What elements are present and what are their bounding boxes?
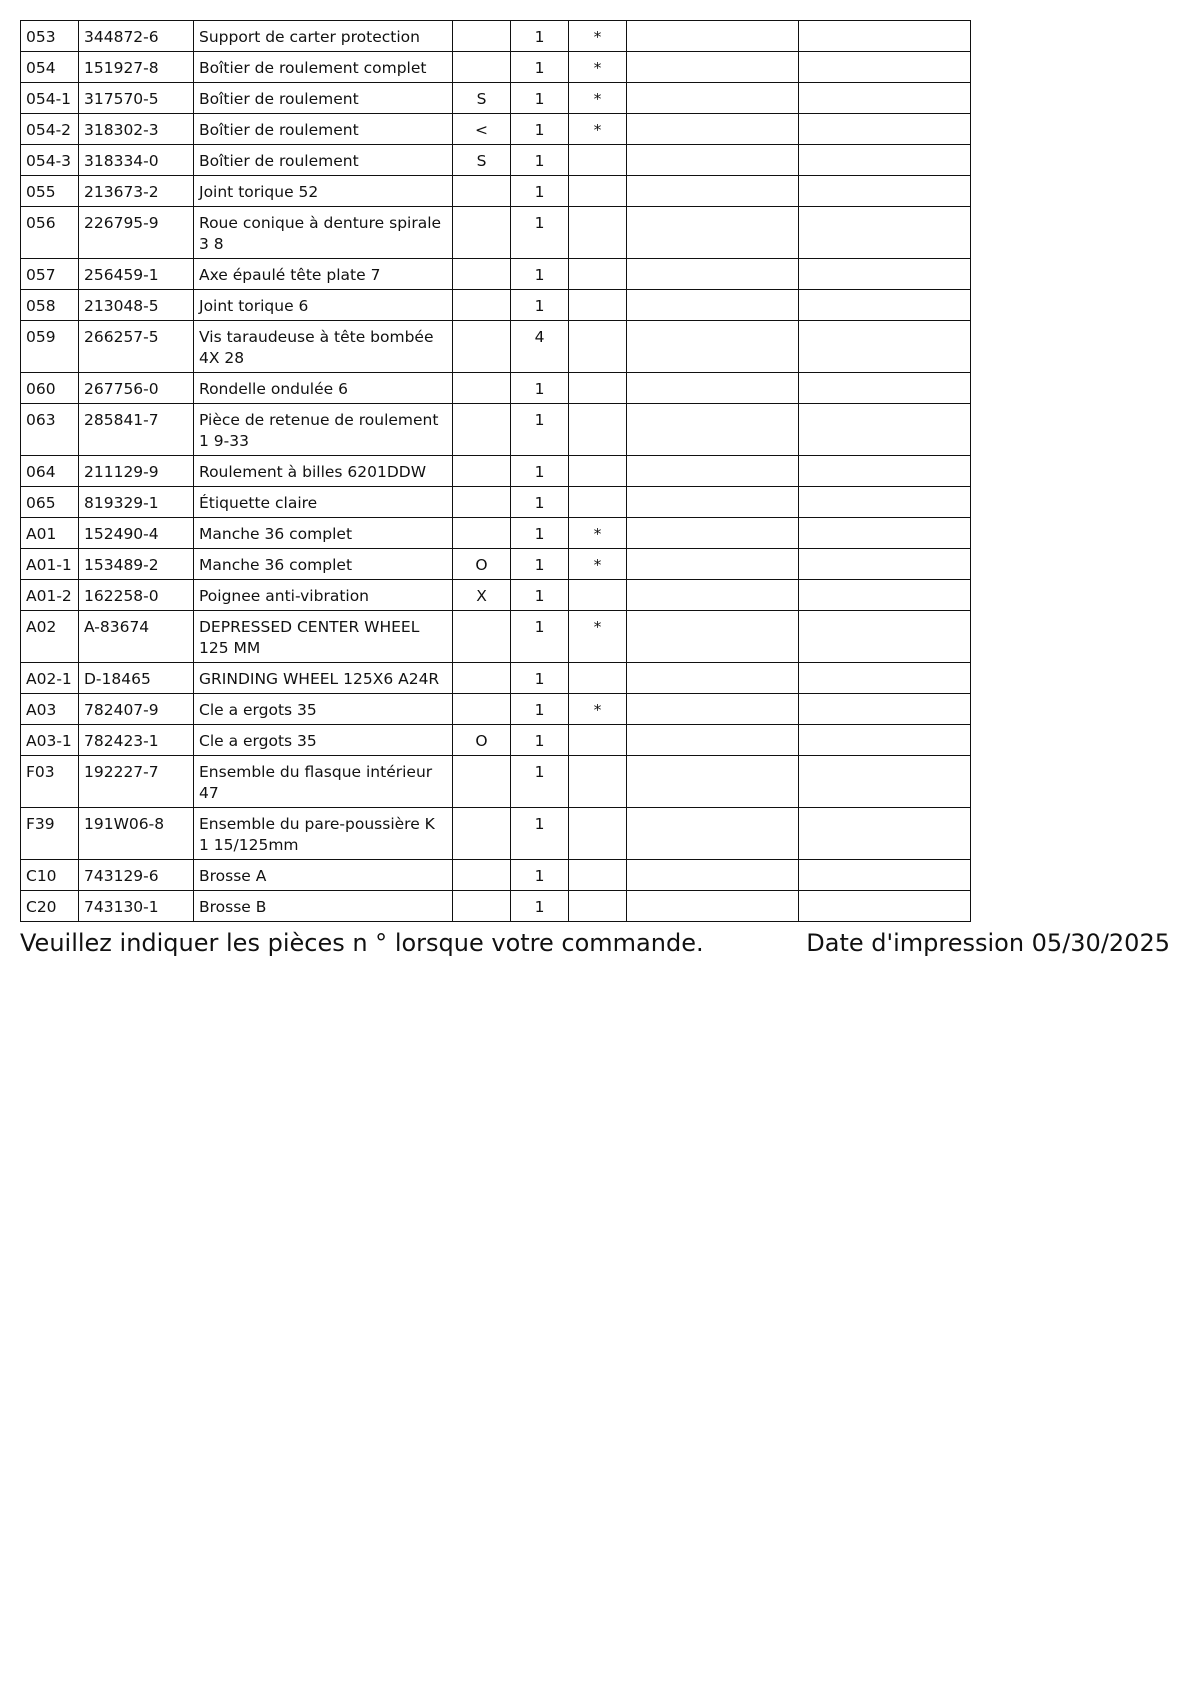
cell-extra-1 <box>627 321 799 373</box>
cell-mark: * <box>569 549 627 580</box>
cell-quantity: 1 <box>511 860 569 891</box>
cell-item-no: 053 <box>21 21 79 52</box>
cell-description: Cle a ergots 35 <box>194 694 453 725</box>
cell-item-no: 056 <box>21 207 79 259</box>
cell-extra-1 <box>627 611 799 663</box>
cell-item-no: 063 <box>21 404 79 456</box>
cell-mark <box>569 176 627 207</box>
cell-extra-1 <box>627 808 799 860</box>
cell-description: Boîtier de roulement <box>194 145 453 176</box>
cell-extra-2 <box>799 145 971 176</box>
cell-item-no: 054 <box>21 52 79 83</box>
cell-extra-2 <box>799 404 971 456</box>
cell-part-no: 782407-9 <box>79 694 194 725</box>
table-row <box>21 290 971 321</box>
cell-description: Rondelle ondulée 6 <box>194 373 453 404</box>
cell-code <box>453 518 511 549</box>
cell-part-no: D-18465 <box>79 663 194 694</box>
cell-mark: * <box>569 83 627 114</box>
cell-part-no: 782423-1 <box>79 725 194 756</box>
cell-quantity: 1 <box>511 663 569 694</box>
cell-part-no: 162258-0 <box>79 580 194 611</box>
cell-description: Cle a ergots 35 <box>194 725 453 756</box>
cell-extra-2 <box>799 518 971 549</box>
cell-description: Boîtier de roulement complet <box>194 52 453 83</box>
cell-item-no: 064 <box>21 456 79 487</box>
cell-extra-2 <box>799 114 971 145</box>
cell-part-no: 192227-7 <box>79 756 194 808</box>
cell-code <box>453 259 511 290</box>
cell-mark: * <box>569 694 627 725</box>
cell-extra-1 <box>627 207 799 259</box>
cell-part-no: 743130-1 <box>79 891 194 922</box>
cell-part-no: 344872-6 <box>79 21 194 52</box>
cell-extra-2 <box>799 580 971 611</box>
cell-quantity: 1 <box>511 518 569 549</box>
cell-extra-1 <box>627 891 799 922</box>
table-row <box>21 694 971 725</box>
cell-extra-1 <box>627 694 799 725</box>
cell-description: Étiquette claire <box>194 487 453 518</box>
cell-code: S <box>453 145 511 176</box>
cell-part-no: 267756-0 <box>79 373 194 404</box>
cell-item-no: A02-1 <box>21 663 79 694</box>
cell-code: O <box>453 549 511 580</box>
cell-quantity: 1 <box>511 404 569 456</box>
cell-extra-2 <box>799 860 971 891</box>
cell-extra-2 <box>799 321 971 373</box>
table-row <box>21 487 971 518</box>
cell-description: Axe épaulé tête plate 7 <box>194 259 453 290</box>
table-row <box>21 518 971 549</box>
cell-code <box>453 456 511 487</box>
table-row <box>21 373 971 404</box>
parts-table <box>20 20 971 922</box>
cell-description: Brosse B <box>194 891 453 922</box>
cell-code <box>453 756 511 808</box>
cell-part-no: A-83674 <box>79 611 194 663</box>
cell-quantity: 1 <box>511 207 569 259</box>
cell-code <box>453 487 511 518</box>
table-row <box>21 725 971 756</box>
cell-item-no: 054-2 <box>21 114 79 145</box>
cell-mark <box>569 321 627 373</box>
print-date: Date d'impression 05/30/2025 <box>806 929 1170 957</box>
cell-description: Boîtier de roulement <box>194 83 453 114</box>
cell-mark: * <box>569 52 627 83</box>
cell-description: Vis taraudeuse à tête bombée 4X 28 <box>194 321 453 373</box>
cell-code <box>453 373 511 404</box>
cell-code: < <box>453 114 511 145</box>
cell-code <box>453 808 511 860</box>
cell-extra-2 <box>799 290 971 321</box>
cell-extra-2 <box>799 725 971 756</box>
cell-code <box>453 611 511 663</box>
cell-quantity: 1 <box>511 456 569 487</box>
cell-extra-1 <box>627 21 799 52</box>
table-row <box>21 83 971 114</box>
cell-code <box>453 290 511 321</box>
table-row <box>21 114 971 145</box>
table-row <box>21 52 971 83</box>
cell-extra-1 <box>627 176 799 207</box>
cell-quantity: 1 <box>511 290 569 321</box>
table-row <box>21 663 971 694</box>
cell-extra-2 <box>799 487 971 518</box>
cell-mark <box>569 259 627 290</box>
cell-item-no: A02 <box>21 611 79 663</box>
cell-extra-1 <box>627 580 799 611</box>
cell-mark <box>569 756 627 808</box>
cell-code: X <box>453 580 511 611</box>
cell-extra-2 <box>799 456 971 487</box>
cell-description: Ensemble du flasque intérieur 47 <box>194 756 453 808</box>
cell-part-no: 213048-5 <box>79 290 194 321</box>
cell-extra-2 <box>799 756 971 808</box>
cell-extra-2 <box>799 808 971 860</box>
cell-mark: * <box>569 518 627 549</box>
cell-item-no: 058 <box>21 290 79 321</box>
table-row <box>21 580 971 611</box>
cell-extra-2 <box>799 21 971 52</box>
cell-mark <box>569 725 627 756</box>
cell-mark <box>569 145 627 176</box>
cell-description: Boîtier de roulement <box>194 114 453 145</box>
cell-extra-1 <box>627 52 799 83</box>
cell-part-no: 151927-8 <box>79 52 194 83</box>
cell-part-no: 211129-9 <box>79 456 194 487</box>
cell-extra-2 <box>799 83 971 114</box>
cell-description: Roue conique à denture spirale 3 8 <box>194 207 453 259</box>
cell-extra-1 <box>627 145 799 176</box>
cell-description: Poignee anti-vibration <box>194 580 453 611</box>
cell-description: Support de carter protection <box>194 21 453 52</box>
cell-mark: * <box>569 114 627 145</box>
cell-part-no: 285841-7 <box>79 404 194 456</box>
cell-quantity: 1 <box>511 176 569 207</box>
cell-extra-1 <box>627 487 799 518</box>
cell-mark: * <box>569 21 627 52</box>
cell-item-no: F03 <box>21 756 79 808</box>
cell-extra-1 <box>627 83 799 114</box>
cell-quantity: 1 <box>511 487 569 518</box>
cell-item-no: 065 <box>21 487 79 518</box>
cell-extra-1 <box>627 404 799 456</box>
cell-part-no: 213673-2 <box>79 176 194 207</box>
cell-quantity: 1 <box>511 549 569 580</box>
cell-mark <box>569 207 627 259</box>
cell-quantity: 1 <box>511 373 569 404</box>
cell-code <box>453 663 511 694</box>
cell-description: Joint torique 6 <box>194 290 453 321</box>
cell-code <box>453 321 511 373</box>
table-row <box>21 456 971 487</box>
cell-mark <box>569 580 627 611</box>
table-row <box>21 860 971 891</box>
cell-quantity: 4 <box>511 321 569 373</box>
cell-extra-2 <box>799 611 971 663</box>
cell-item-no: C20 <box>21 891 79 922</box>
table-row <box>21 259 971 290</box>
table-row <box>21 145 971 176</box>
cell-item-no: 059 <box>21 321 79 373</box>
cell-description: Manche 36 complet <box>194 518 453 549</box>
cell-extra-2 <box>799 891 971 922</box>
table-row <box>21 321 971 373</box>
cell-item-no: A03-1 <box>21 725 79 756</box>
table-row <box>21 207 971 259</box>
cell-mark <box>569 891 627 922</box>
parts-table-body <box>21 21 971 922</box>
cell-extra-1 <box>627 860 799 891</box>
cell-description: GRINDING WHEEL 125X6 A24R <box>194 663 453 694</box>
cell-mark <box>569 404 627 456</box>
cell-description: DEPRESSED CENTER WHEEL 125 MM <box>194 611 453 663</box>
table-row <box>21 611 971 663</box>
cell-code <box>453 176 511 207</box>
cell-part-no: 743129-6 <box>79 860 194 891</box>
cell-quantity: 1 <box>511 808 569 860</box>
table-row <box>21 176 971 207</box>
cell-description: Ensemble du pare-poussière K 1 15/125mm <box>194 808 453 860</box>
cell-quantity: 1 <box>511 52 569 83</box>
cell-mark <box>569 860 627 891</box>
cell-extra-1 <box>627 518 799 549</box>
table-row <box>21 808 971 860</box>
table-row <box>21 404 971 456</box>
cell-code <box>453 891 511 922</box>
cell-item-no: 057 <box>21 259 79 290</box>
table-row <box>21 891 971 922</box>
order-note: Veuillez indiquer les pièces n ° lorsque votre commande. <box>20 929 704 957</box>
cell-part-no: 266257-5 <box>79 321 194 373</box>
cell-part-no: 256459-1 <box>79 259 194 290</box>
cell-extra-1 <box>627 114 799 145</box>
cell-code <box>453 52 511 83</box>
cell-extra-2 <box>799 373 971 404</box>
cell-extra-2 <box>799 549 971 580</box>
cell-part-no: 318302-3 <box>79 114 194 145</box>
cell-description: Joint torique 52 <box>194 176 453 207</box>
cell-item-no: F39 <box>21 808 79 860</box>
cell-quantity: 1 <box>511 580 569 611</box>
cell-description: Manche 36 complet <box>194 549 453 580</box>
cell-extra-2 <box>799 52 971 83</box>
cell-mark <box>569 456 627 487</box>
cell-quantity: 1 <box>511 891 569 922</box>
cell-extra-1 <box>627 756 799 808</box>
cell-part-no: 153489-2 <box>79 549 194 580</box>
cell-mark <box>569 373 627 404</box>
cell-extra-1 <box>627 290 799 321</box>
cell-part-no: 819329-1 <box>79 487 194 518</box>
cell-item-no: A01-2 <box>21 580 79 611</box>
cell-item-no: 060 <box>21 373 79 404</box>
cell-quantity: 1 <box>511 114 569 145</box>
cell-extra-1 <box>627 373 799 404</box>
cell-part-no: 317570-5 <box>79 83 194 114</box>
cell-quantity: 1 <box>511 725 569 756</box>
cell-description: Pièce de retenue de roulement 1 9-33 <box>194 404 453 456</box>
cell-extra-1 <box>627 549 799 580</box>
cell-extra-1 <box>627 725 799 756</box>
cell-item-no: 054-1 <box>21 83 79 114</box>
cell-part-no: 318334-0 <box>79 145 194 176</box>
cell-quantity: 1 <box>511 756 569 808</box>
cell-extra-2 <box>799 663 971 694</box>
cell-quantity: 1 <box>511 83 569 114</box>
cell-code <box>453 207 511 259</box>
cell-code: O <box>453 725 511 756</box>
cell-quantity: 1 <box>511 611 569 663</box>
cell-part-no: 191W06-8 <box>79 808 194 860</box>
table-row <box>21 756 971 808</box>
cell-quantity: 1 <box>511 145 569 176</box>
table-row <box>21 549 971 580</box>
cell-code <box>453 860 511 891</box>
cell-code <box>453 21 511 52</box>
cell-extra-2 <box>799 207 971 259</box>
cell-extra-1 <box>627 456 799 487</box>
cell-quantity: 1 <box>511 694 569 725</box>
cell-item-no: A01 <box>21 518 79 549</box>
cell-mark <box>569 663 627 694</box>
cell-item-no: A01-1 <box>21 549 79 580</box>
cell-part-no: 226795-9 <box>79 207 194 259</box>
cell-item-no: 054-3 <box>21 145 79 176</box>
cell-extra-1 <box>627 259 799 290</box>
cell-code <box>453 404 511 456</box>
cell-item-no: C10 <box>21 860 79 891</box>
cell-description: Roulement à billes 6201DDW <box>194 456 453 487</box>
cell-mark <box>569 487 627 518</box>
cell-quantity: 1 <box>511 21 569 52</box>
cell-quantity: 1 <box>511 259 569 290</box>
cell-code: S <box>453 83 511 114</box>
cell-description: Brosse A <box>194 860 453 891</box>
cell-item-no: A03 <box>21 694 79 725</box>
cell-extra-2 <box>799 694 971 725</box>
cell-extra-2 <box>799 259 971 290</box>
cell-mark <box>569 290 627 321</box>
cell-code <box>453 694 511 725</box>
cell-mark: * <box>569 611 627 663</box>
cell-mark <box>569 808 627 860</box>
cell-extra-1 <box>627 663 799 694</box>
cell-item-no: 055 <box>21 176 79 207</box>
cell-extra-2 <box>799 176 971 207</box>
cell-part-no: 152490-4 <box>79 518 194 549</box>
table-row <box>21 21 971 52</box>
